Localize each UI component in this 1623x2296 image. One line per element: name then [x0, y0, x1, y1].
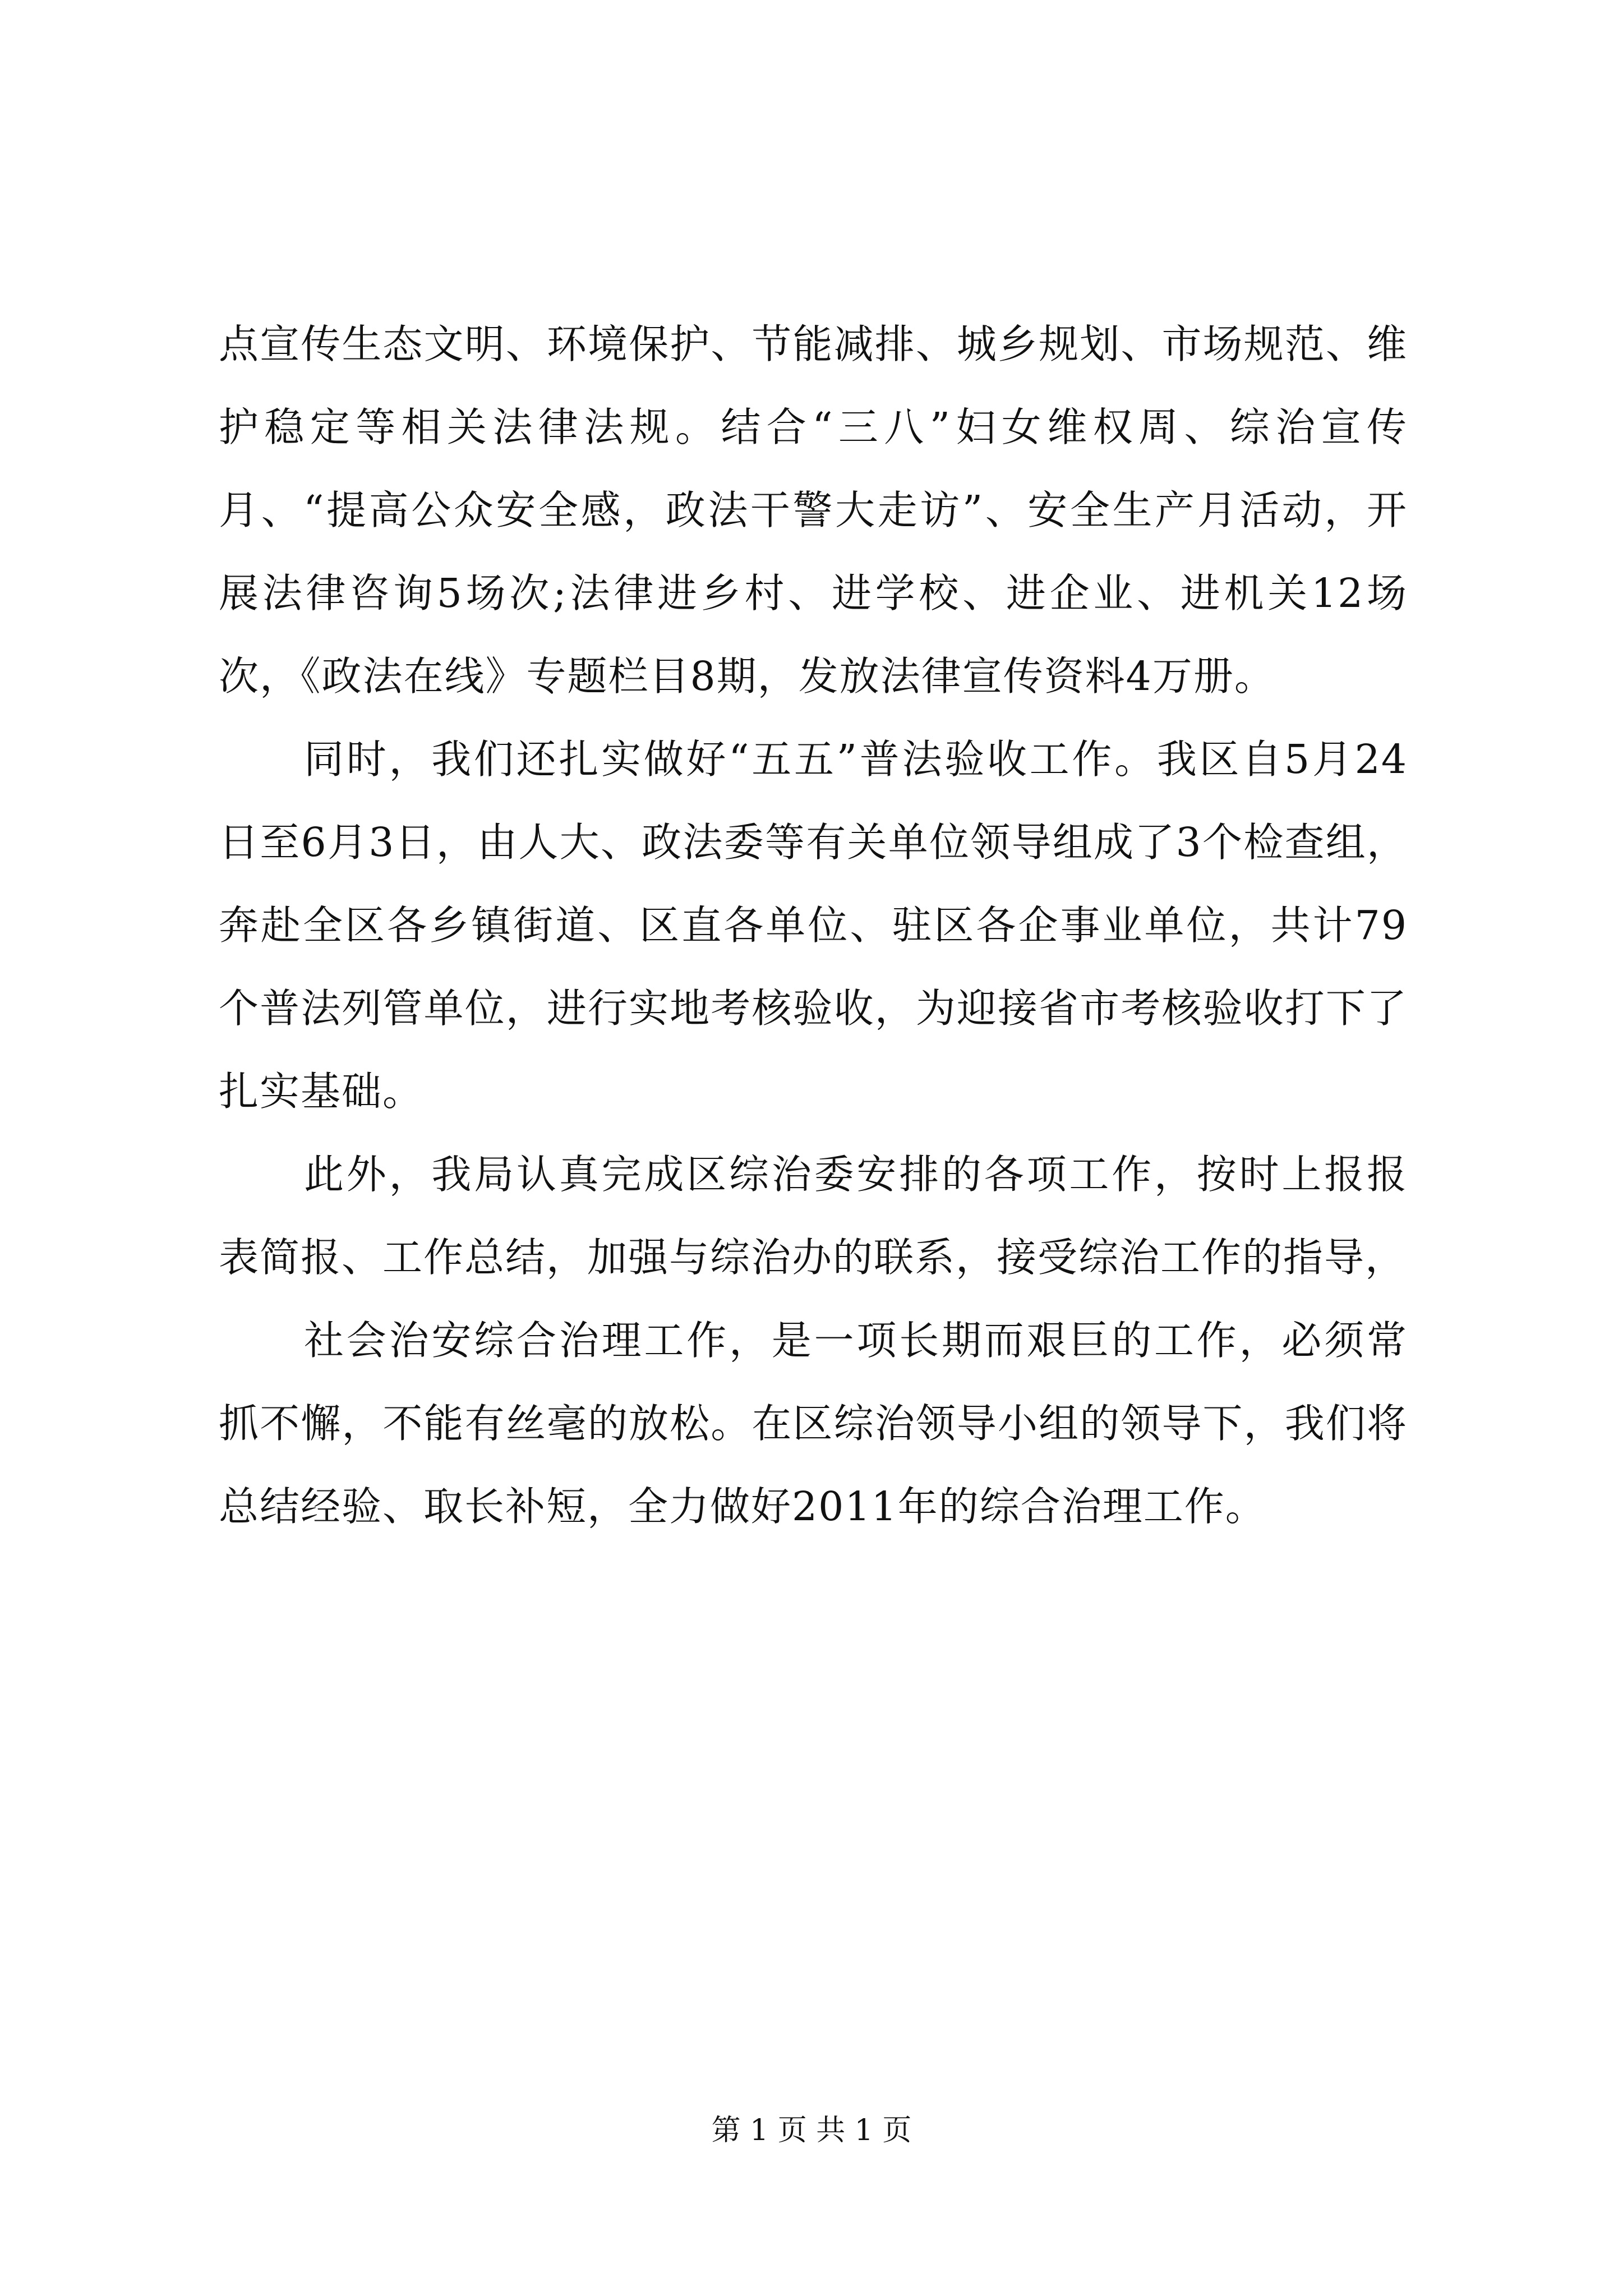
- paragraph-other-work: 此外，我局认真完成区综治委安排的各项工作，按时上报报表简报、工作总结，加强与综治办的联系，接受综治工作的指导，: [219, 1151, 1408, 1281]
- paragraph-conclusion: 社会治安综合治理工作，是一项长期而艰巨的工作，必须常抓不懈，不能有丝毫的放松。在区综治领导小组的领导下，我们将总结经验、取长补短，全力做好2011年的综合治理工作。: [219, 1317, 1408, 1530]
- page-number-footer: 第 1 页 共 1 页: [711, 2114, 912, 2147]
- paragraph-continuation: 点宣传生态文明、环境保护、节能减排、城乡规划、市场规范、维护稳定等相关法律法规。结合“三八”妇女维权周、综治宣传月、“提高公众安全感，政法干警大走访”、安全生产月活动，开展法律咨询5场次;法律进乡村、进学校、进企业、进机关12场次，《政法在线》专题栏目8期，发放法律宣传资料4万册。: [219, 321, 1408, 700]
- paragraph-law-acceptance: 同时，我们还扎实做好“五五”普法验收工作。我区自5月24日至6月3日，由人大、政法委等有关单位领导组成了3个检查组，奔赴全区各乡镇街道、区直各单位、驻区各企事业单位，共计79个普法列管单位，进行实地考核验收，为迎接省市考核验收打下了扎实基础。: [219, 736, 1408, 1115]
- document-body: [219, 303, 1408, 1548]
